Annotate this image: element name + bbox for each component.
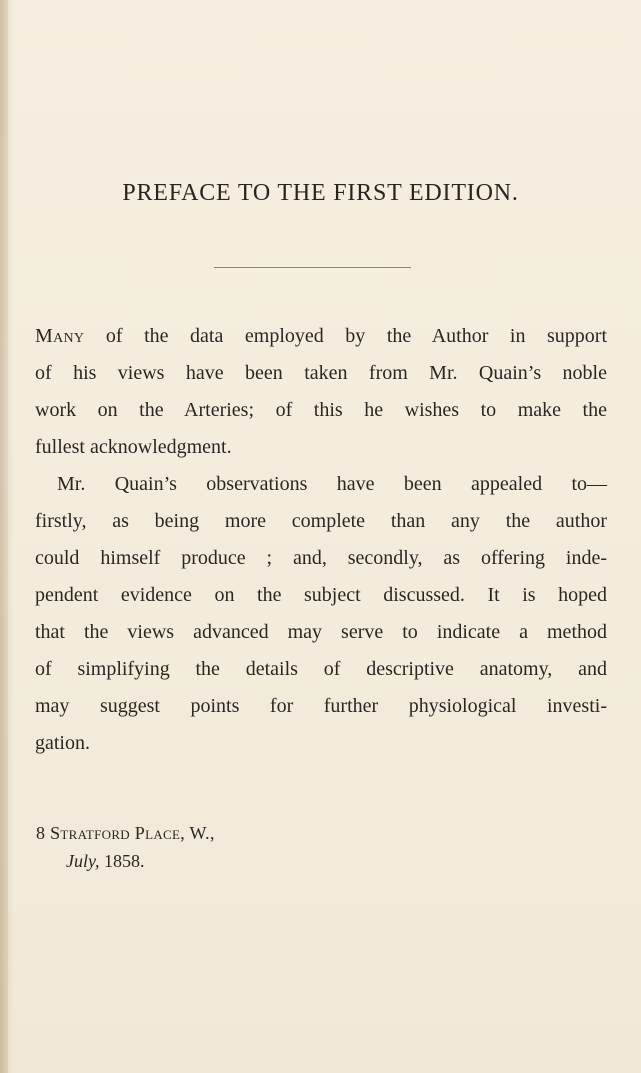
paragraph-2 xyxy=(35,466,607,762)
signature-month: July, xyxy=(66,851,100,871)
paragraph-1-line-1-text: of the data employed by the Author in support xyxy=(105,325,607,347)
paragraph-1-line-1 xyxy=(35,318,607,355)
page-title: PREFACE TO THE FIRST EDITION. xyxy=(122,180,519,206)
paragraph-2-line-4: pendent evidence on the subject discussed. It is hoped xyxy=(35,584,607,606)
paragraph-2-line-7: may suggest points for further physiological investi- xyxy=(35,695,607,717)
paragraph-2-line-5: that the views advanced may serve to indicate a method xyxy=(35,621,607,643)
paragraph-2-line-6: of simplifying the details of descriptive anatomy, and xyxy=(35,658,607,680)
paragraph-2-line-2: firstly, as being more complete than any the author xyxy=(35,510,607,532)
title-rule xyxy=(214,267,411,268)
paragraph-1-line-4: fullest acknowledgment. xyxy=(35,436,232,458)
paragraph-2-line-1: Mr. Quain’s observations have been appealed to— xyxy=(57,473,607,495)
paragraph-2-line-3: could himself produce ; and, secondly, as offering inde- xyxy=(35,547,607,569)
opening-word: Many xyxy=(35,325,85,347)
paragraph-1-line-2: of his views have been taken from Mr. Quain’s noble xyxy=(35,362,607,384)
signature-address: 8 Stratford Place, W., xyxy=(36,823,215,843)
preface-body xyxy=(35,318,607,762)
signature-date xyxy=(36,847,536,875)
signature-block xyxy=(36,819,536,875)
paragraph-2-line-8: gation. xyxy=(35,732,90,754)
paragraph-1 xyxy=(35,318,607,466)
signature-year: 1858. xyxy=(104,851,145,871)
paragraph-1-line-3: work on the Arteries; of this he wishes to make the xyxy=(35,399,607,421)
